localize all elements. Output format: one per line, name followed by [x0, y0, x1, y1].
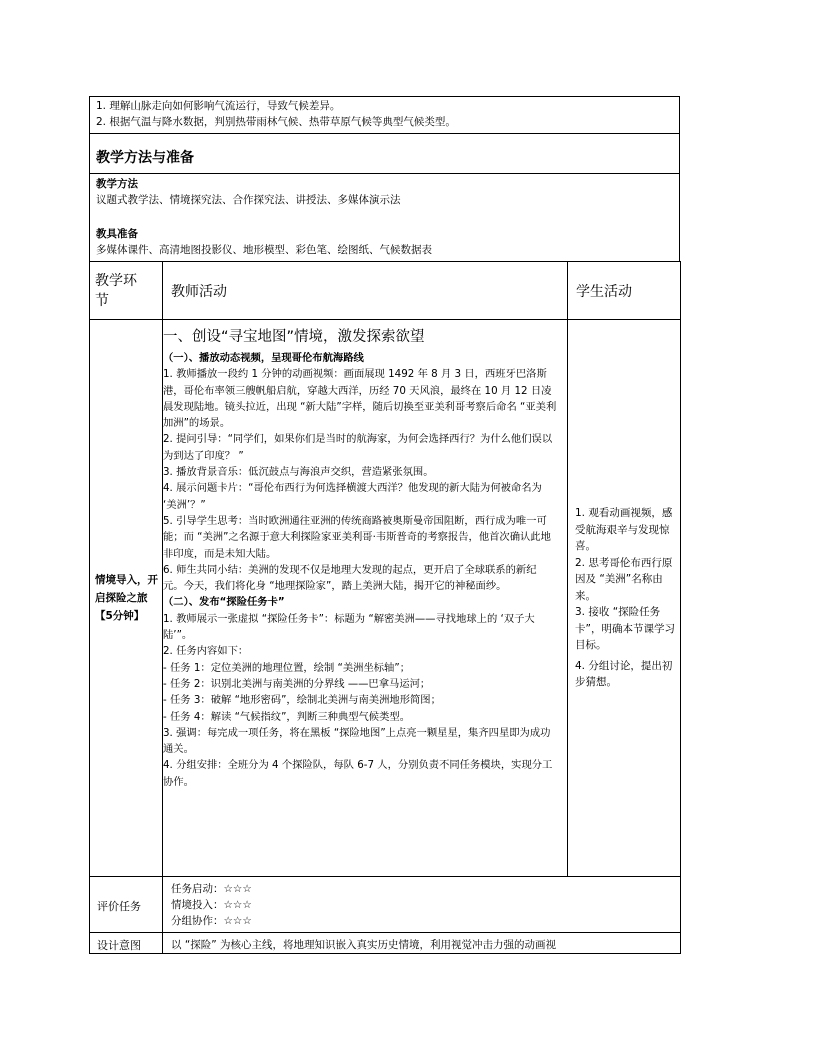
- part2-line: 2. 任务内容如下：: [163, 645, 249, 658]
- lesson-plan-page: [89, 96, 680, 954]
- star-rating-icon: ☆☆☆: [223, 898, 252, 911]
- part1-line: 1. 教师播放一段约 1 分钟的动画视频：画面展现 1492 年 8 月 3 日，西班牙巴洛斯港，哥伦布率领三艘帆船启航，穿越大西洋，历经 70 天风浪，最终在 10 月 12 日凌晨发现陆地。镜头拉近，出现 “新大陆”字样，随后切换至亚美利哥考察后命名 “亚美利加洲”的场景。: [163, 368, 557, 430]
- part1-line: 3. 播放背景音乐：低沉鼓点与海浪声交织，营造紧张氛围。: [163, 466, 434, 479]
- header-student-cell: [568, 262, 681, 320]
- design-label-cell: [90, 933, 163, 954]
- design-label: 设计意图: [97, 938, 141, 952]
- teacher-activity-cell: [163, 320, 568, 877]
- student-line: 3. 接收 “探险任务卡”，明确本节课学习目标。: [575, 606, 675, 652]
- part2-line: 1. 教师展示一张虚拟 “探险任务卡”：标题为 “解密美洲——寻找地球上的 ‘双子大陆’”。: [163, 612, 535, 642]
- methods-row: [89, 174, 680, 262]
- part1-line: 6. 师生共同小结：美洲的发现不仅是地理大发现的起点，更开启了全球联系的新纪元。今天，我们将化身 “地理探险家”，踏上美洲大陆，揭开它的神秘面纱。: [163, 563, 537, 593]
- eval-items-cell: [163, 877, 681, 933]
- student-activity-cell: [568, 320, 681, 877]
- header-teacher-cell: [163, 262, 568, 320]
- eval-label: 评价任务: [97, 900, 141, 913]
- part2-line: - 任务 4：解读 “气候指纹”，判断三种典型气候类型。: [163, 710, 410, 723]
- methods-label: 教学方法: [96, 178, 138, 190]
- part1-line: 2. 提问引导：“同学们，如果你们是当时的航海家，为何会选择西行？为什么他们误以为到达了印度？ ”: [163, 433, 553, 462]
- evaluation-row: [90, 877, 681, 933]
- star-rating-icon: ☆☆☆: [223, 914, 252, 927]
- eval-item-label: 分组协作：: [171, 914, 224, 927]
- methods-text: 议题式教学法、情境探究法、合作探究法、讲授法、多媒体演示法: [96, 194, 401, 206]
- design-row: [90, 933, 681, 954]
- design-text: 以 “探险” 为核心主线，将地理知识嵌入真实历史情境，利用视觉冲击力强的动画视: [171, 939, 557, 951]
- part2-title: （二）、发布“探险任务卡”: [163, 596, 285, 609]
- teacher-activity-title: 一、创设“寻宝地图”情境，激发探索欲望: [163, 329, 425, 345]
- part2-line: 4. 分组安排：全班分为 4 个探险队，每队 6-7 人，分别负责不同任务模块，实现分工协作。: [163, 759, 553, 788]
- header-stage: 教学环节: [95, 272, 137, 309]
- eval-item: [171, 897, 680, 913]
- tools-label: 教具准备: [96, 228, 138, 240]
- objectives-box: [89, 96, 680, 134]
- section-title: 教学方法与准备: [96, 150, 194, 166]
- part1-title: （一）、播放动态视频，呈现哥伦布航海路线: [163, 352, 364, 364]
- tools-text: 多媒体课件、高清地图投影仪、地形模型、彩色笔、绘图纸、气候数据表: [96, 244, 432, 256]
- header-teacher: 教师活动: [171, 283, 227, 300]
- star-rating-icon: ☆☆☆: [223, 882, 252, 895]
- methods-heading-row: [89, 134, 680, 174]
- header-student: 学生活动: [576, 283, 632, 300]
- part1-line: 5. 引导学生思考：当时欧洲通往亚洲的传统商路被奥斯曼帝国阻断，西行成为唯一可能；而 “美洲”之名源于意大利探险家亚美利哥·韦斯普奇的考察报告，他首次确认此地非印度，而是未知大陆。: [163, 514, 551, 560]
- student-line: 2. 思考哥伦布西行原因及 “美洲”名称由来。: [575, 556, 673, 602]
- eval-label-cell: [90, 877, 163, 933]
- part2-line: 3. 强调：每完成一项任务，将在黑板 “探险地图”上点亮一颗星星，集齐四星即为成功通关。: [163, 726, 551, 756]
- eval-item-label: 任务启动：: [171, 882, 224, 895]
- design-text-cell: [163, 933, 681, 954]
- student-line: 1. 观看动画视频，感受航海艰辛与发现惊喜。: [575, 507, 673, 553]
- table-header-row: [90, 262, 681, 320]
- part2-line: - 任务 1：定位美洲的地理位置，绘制 “美洲坐标轴”；: [163, 661, 410, 674]
- activity-row: [90, 320, 681, 877]
- eval-item: [171, 913, 680, 929]
- part1-line: 4. 展示问题卡片：“哥伦布西行为何选择横渡大西洋？他发现的新大陆为何被命名为 ‘美洲’？”: [163, 482, 542, 511]
- objective-2: 2. 根据气温与降水数据，判别热带雨林气候、热带草原气候等典型气候类型。: [96, 116, 456, 128]
- objective-1: 1. 理解山脉走向如何影响气流运行，导致气候差异。: [96, 100, 341, 112]
- activity-table: [89, 261, 681, 954]
- stage-label: 情境导入，开启探险之旅【5分钟】: [95, 574, 158, 622]
- stage-cell: [90, 320, 163, 877]
- header-stage-cell: [90, 262, 163, 320]
- eval-item-label: 情境投入：: [171, 898, 224, 911]
- student-line: 4. 分组讨论，提出初步猜想。: [575, 659, 673, 689]
- part2-line: - 任务 3：破解 “地形密码”，绘制北美洲与南美洲地形简图；: [163, 694, 441, 707]
- part2-line: - 任务 2：识别北美洲与南美洲的分界线 ——巴拿马运河；: [163, 677, 431, 690]
- eval-item: [171, 881, 680, 897]
